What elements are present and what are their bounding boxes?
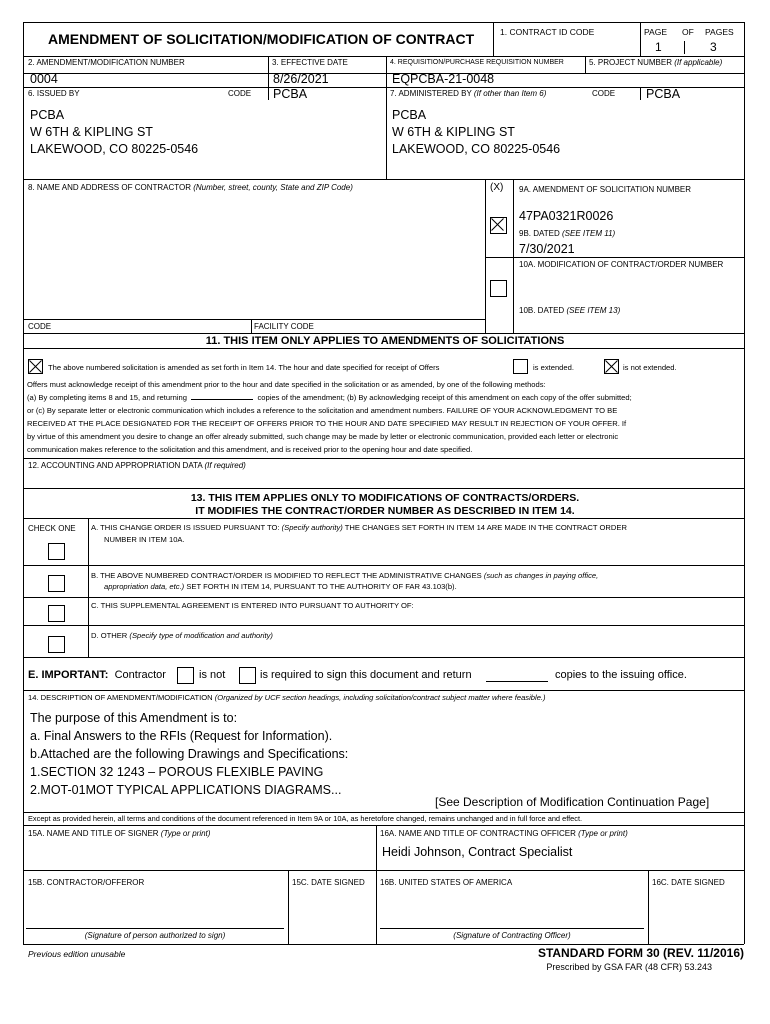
item15b-label: 15B. CONTRACTOR/OFFEROR [28, 878, 145, 887]
administered-by-street: W 6TH & KIPLING ST [392, 125, 515, 139]
is-not-label: is not [199, 669, 226, 681]
rule-v-effective [268, 56, 269, 100]
amendment-checkbox[interactable] [490, 217, 507, 234]
item12-label: 12. ACCOUNTING AND APPROPRIATION DATA (If required) [28, 461, 246, 470]
item13-title2: IT MODIFIES THE CONTRACT/ORDER NUMBER AS DESCRIBED IN ITEM 14. [195, 505, 575, 517]
item13-title1: 13. THIS ITEM APPLIES ONLY TO MODIFICATIONS OF CONTRACTS/ORDERS. [190, 492, 580, 504]
item9b-label: 9B. DATED (SEE ITEM 11) [519, 229, 616, 238]
item11-amended-checkbox[interactable] [28, 359, 43, 374]
item11-line4: or (c) By separate letter or electronic communication which includes a reference to the solicitation and amendment numbers. FAILURE OF YOUR ACKNOWLEDGMENT TO BE [27, 406, 618, 415]
item11-title: 11. THIS ITEM ONLY APPLIES TO AMENDMENTS OF SOLICITATIONS [205, 335, 565, 347]
item6-label: 6. ISSUED BY [28, 89, 80, 98]
is-not-checkbox[interactable] [177, 667, 194, 684]
rule-item12 [23, 458, 744, 459]
item13d-checkbox[interactable] [48, 636, 65, 653]
effective-date[interactable]: 8/26/2021 [273, 72, 329, 86]
item6-code-label: CODE [228, 89, 252, 98]
page-separator [684, 41, 685, 54]
item10a-label: 10A. MODIFICATION OF CONTRACT/ORDER NUMBER [519, 260, 724, 269]
signer-name-field[interactable] [26, 840, 372, 868]
rule-item15 [23, 825, 744, 826]
contractor-signature-field[interactable] [26, 890, 286, 926]
rule-13b [23, 597, 744, 598]
requisition-number[interactable]: EQPCBA-21-0048 [392, 72, 495, 86]
description-text [30, 709, 348, 799]
rule-item11 [23, 333, 744, 334]
rule-item11b [23, 348, 744, 349]
form-title: AMENDMENT OF SOLICITATION/MODIFICATION OF CONTRACT [48, 31, 475, 47]
x-column-header: (X) [490, 182, 504, 193]
item11-line5: RECEIVED AT THE PLACE DESIGNATED FOR THE RECEIPT OF OFFERS PRIOR TO THE HOUR AND DATE SPECIFIED MAY RESULT IN REJECTION OF YOUR OFFER. If [27, 419, 627, 428]
previous-edition-note: Previous edition unusable [28, 949, 126, 959]
accounting-data-field[interactable] [26, 472, 741, 486]
is-required-label: is required to sign this document and return [260, 669, 472, 681]
rule-v-requisition [386, 56, 387, 179]
officer-date-signed-field[interactable] [650, 890, 742, 942]
is-required-checkbox[interactable] [239, 667, 256, 684]
item13a-checkbox[interactable] [48, 543, 65, 560]
item11-line6: by virtue of this amendment you desire to change an offer already submitted, such change may be made by letter or electronic communication, provided each letter or electronic [27, 432, 619, 441]
item15a-label: 15A. NAME AND TITLE OF SIGNER (Type or print) [28, 829, 211, 838]
item13b-checkbox[interactable] [48, 575, 65, 592]
administered-by-city: LAKEWOOD, CO 80225-0546 [392, 142, 561, 156]
rule-right [744, 22, 745, 944]
item11-line1: The above numbered solicitation is amended as set forth in Item 14. The hour and date specified for receipt of Offers [48, 363, 440, 372]
item7-label: 7. ADMINISTERED BY (If other than Item 6) [390, 89, 547, 98]
rule-v-item8 [485, 179, 486, 333]
solicitation-dated[interactable]: 7/30/2021 [519, 242, 575, 256]
rule-13c [23, 625, 744, 626]
issued-by-street: W 6TH & KIPLING ST [30, 125, 153, 139]
item16a-label: 16A. NAME AND TITLE OF CONTRACTING OFFICER (Type or print) [380, 829, 628, 838]
rule-v-16 [376, 825, 377, 944]
item3-label: 3. EFFECTIVE DATE [272, 58, 348, 67]
description-line: a. Final Answers to the RFIs (Request for Information). [30, 729, 333, 743]
item16c-label: 16C. DATE SIGNED [652, 878, 725, 887]
return-copies-field[interactable] [486, 681, 548, 682]
rule-13d [23, 657, 744, 658]
contractor-signature-caption: (Signature of person authorized to sign) [84, 931, 226, 940]
description-line: The purpose of this Amendment is to: [30, 711, 238, 725]
description-line: b.Attached are the following Drawings and Specifications: [30, 747, 349, 761]
administered-by-name: PCBA [392, 108, 427, 122]
item2-label: 2. AMENDMENT/MODIFICATION NUMBER [28, 58, 185, 67]
check-one-label: CHECK ONE [28, 524, 76, 533]
rule-13a [23, 565, 744, 566]
officer-signature-field[interactable] [378, 890, 646, 926]
rule-important [23, 690, 744, 691]
description-line: 2.MOT-01MOT TYPICAL APPLICATIONS DIAGRAMS... [30, 783, 342, 797]
form-number: STANDARD FORM 30 (REV. 11/2016) [537, 946, 744, 960]
issued-by-code[interactable]: PCBA [273, 87, 308, 101]
total-pages: 3 [710, 40, 717, 54]
item13c-text: C. THIS SUPPLEMENTAL AGREEMENT IS ENTERED INTO PURSUANT TO AUTHORITY OF: [91, 601, 414, 610]
item11-line7: communication makes reference to the solicitation and this amendment, and is received prior to the opening hour and date specified. [27, 445, 473, 454]
item11-line3: (a) By completing items 8 and 15, and returning copies of the amendment; (b) By acknowledging receipt of this amendment on each copy of the offer submitted; [27, 393, 632, 402]
prescribed-by: Prescribed by GSA FAR (48 CFR) 53.243 [546, 962, 712, 972]
rule-v-16c [648, 870, 649, 944]
except-text: Except as provided herein, all terms and conditions of the document referenced in Item 9A or 10A, as heretofore changed, remains unchanged and in full force and effect. [28, 814, 583, 823]
item13a-text2: NUMBER IN ITEM 10A. [104, 535, 185, 544]
modification-checkbox[interactable] [490, 280, 507, 297]
description-line: 1.SECTION 32 1243 – POROUS FLEXIBLE PAVING [30, 765, 324, 779]
rule-v-code7 [640, 87, 641, 100]
rule-item15b [23, 870, 744, 871]
item4-label: 4. REQUISITION/PURCHASE REQUISITION NUMBER [390, 59, 564, 66]
item10b-label: 10B. DATED (SEE ITEM 13) [519, 306, 621, 315]
item13d-text: D. OTHER (Specify type of modification and authority) [91, 631, 273, 640]
continuation-note: [See Description of Modification Continuation Page] [435, 795, 710, 809]
rule-top [23, 22, 744, 23]
rule-v-15c [288, 870, 289, 944]
code-label: CODE [28, 322, 52, 331]
rule-v-checkone [88, 518, 89, 657]
rule-code [23, 319, 485, 320]
issued-by-name: PCBA [30, 108, 65, 122]
rule-v-facility [251, 319, 252, 333]
contracting-officer-name[interactable]: Heidi Johnson, Contract Specialist [382, 845, 573, 859]
rule-left [23, 22, 24, 944]
extended-label: is extended. [533, 363, 574, 372]
administered-by-code[interactable]: PCBA [646, 87, 681, 101]
item14-label: 14. DESCRIPTION OF AMENDMENT/MODIFICATION (Organized by UCF section headings, including solicitation/contract subject matter where feasible.) [28, 693, 546, 702]
copies-count-field[interactable] [191, 391, 253, 400]
item15c-label: 15C. DATE SIGNED [292, 878, 365, 887]
item11-line2: Offers must acknowledge receipt of this amendment prior to the hour and date specified in the solicitation or as amended, by one of the following methods: [27, 380, 546, 389]
pages-label: PAGES [705, 27, 734, 37]
solicitation-number[interactable]: 47PA0321R0026 [519, 209, 614, 223]
contract-id-code-label: 1. CONTRACT ID CODE [500, 27, 595, 37]
amendment-number[interactable]: 0004 [30, 72, 58, 86]
contractor-address-field[interactable] [26, 195, 482, 315]
contractor-date-signed-field[interactable] [290, 890, 374, 942]
rule-row1 [23, 56, 744, 57]
not-extended-label: is not extended. [623, 363, 677, 372]
rule-bottom [23, 944, 744, 945]
item16b-label: 16B. UNITED STATES OF AMERICA [380, 878, 513, 887]
rule-row2 [23, 87, 744, 88]
rule-v-page [640, 22, 641, 56]
rule-item13b [23, 518, 744, 519]
rule-v-contract [493, 22, 494, 56]
facility-code-label: FACILITY CODE [254, 322, 314, 331]
rule-item13 [23, 488, 744, 489]
item8-label: 8. NAME AND ADDRESS OF CONTRACTOR (Number, street, county, State and ZIP Code) [28, 183, 353, 192]
rule-v-project [585, 56, 586, 73]
item7-code-label: CODE [592, 89, 616, 98]
issued-by-city: LAKEWOOD, CO 80225-0546 [30, 142, 199, 156]
officer-signature-line [380, 928, 644, 929]
item13c-checkbox[interactable] [48, 605, 65, 622]
item13b-text2: appropriation data, etc.) SET FORTH IN ITEM 14, PURSUANT TO THE AUTHORITY OF FAR 43.103(b). [104, 582, 457, 591]
page-label: PAGE [644, 27, 667, 37]
copies-label: copies to the issuing office. [555, 669, 687, 681]
rule-row3 [23, 179, 744, 180]
rule-row1b [23, 73, 744, 74]
contractor-signature-line [26, 928, 284, 929]
item13a-text: A. THIS CHANGE ORDER IS ISSUED PURSUANT TO: (Specify authority) THE CHANGES SET FORTH IN ITEM 14 ARE MADE IN THE CONTRACT ORDER [91, 523, 627, 532]
item5-label: 5. PROJECT NUMBER (If applicable) [589, 58, 723, 67]
page-number: 1 [655, 40, 662, 54]
extended-checkbox[interactable] [513, 359, 528, 374]
item13b-text: B. THE ABOVE NUMBERED CONTRACT/ORDER IS MODIFIED TO REFLECT THE ADMINISTRATIVE CHANGES (such as changes in paying office, [91, 571, 599, 580]
rule-v-x [513, 179, 514, 333]
item9a-label: 9A. AMENDMENT OF SOLICITATION NUMBER [519, 185, 692, 194]
important-row: E. IMPORTANT: Contractor [28, 669, 166, 681]
rule-item10 [485, 257, 744, 258]
not-extended-checkbox[interactable] [604, 359, 619, 374]
of-label: OF [682, 27, 694, 37]
officer-signature-caption: (Signature of Contracting Officer) [453, 931, 571, 940]
